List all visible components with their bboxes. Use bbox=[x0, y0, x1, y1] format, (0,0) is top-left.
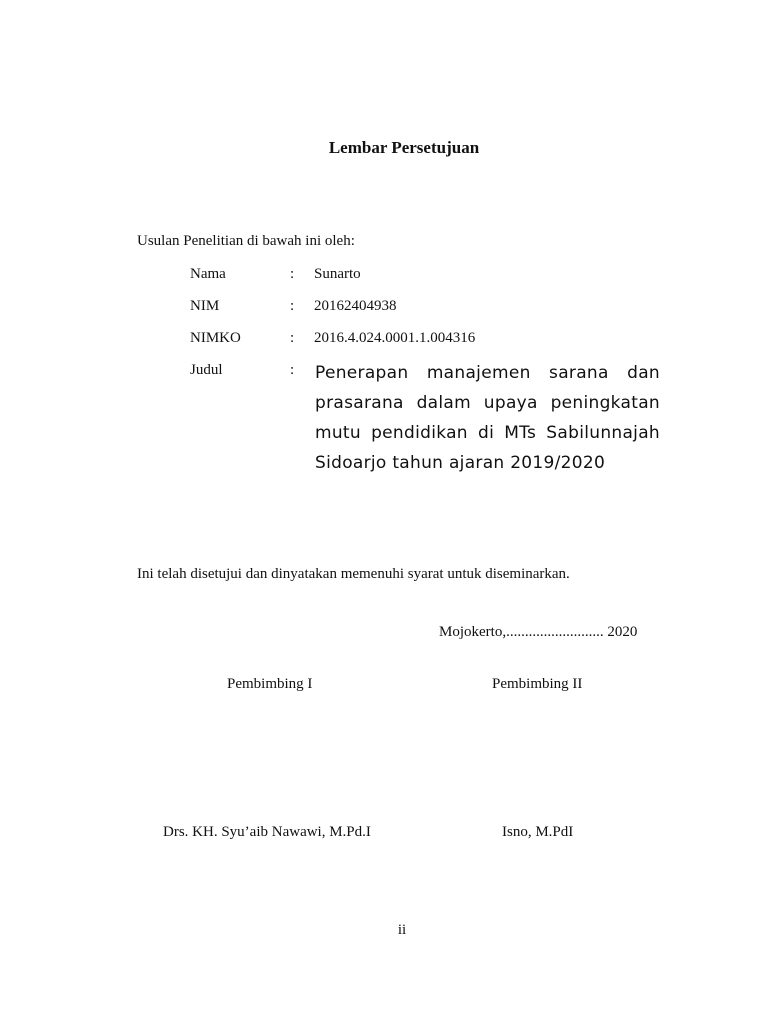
field-value-nimko: 2016.4.024.0001.1.004316 bbox=[314, 330, 476, 346]
field-colon: : bbox=[290, 330, 295, 346]
field-label-judul: Judul bbox=[190, 362, 223, 378]
page-title: Lembar Persetujuan bbox=[328, 138, 480, 157]
field-colon: : bbox=[290, 298, 295, 314]
field-label-nimko: NIMKO bbox=[190, 330, 241, 346]
field-value-nim: 20162404938 bbox=[314, 298, 397, 314]
field-colon: : bbox=[290, 266, 295, 282]
signer-role-1: Pembimbing I bbox=[227, 676, 313, 692]
field-row-nama bbox=[190, 266, 670, 286]
page-number: ii bbox=[397, 922, 407, 938]
intro-text: Usulan Penelitian di bawah ini oleh: bbox=[137, 233, 355, 249]
field-label-nim: NIM bbox=[190, 298, 220, 314]
field-row-nimko bbox=[190, 330, 670, 350]
signer-name-1: Drs. KH. Syu’aib Nawawi, M.Pd.I bbox=[163, 824, 371, 840]
field-label-nama: Nama bbox=[190, 266, 226, 282]
approval-statement: Ini telah disetujui dan dinyatakan memenuhi syarat untuk diseminarkan. bbox=[137, 566, 570, 582]
signer-role-2: Pembimbing II bbox=[492, 676, 583, 692]
field-value-nama: Sunarto bbox=[314, 266, 361, 282]
field-value-judul: Penerapan manajemen sarana dan prasarana dalam upaya peningkatan mutu pendidikan di MTs Sabilunnajah Sidoarjo tahun ajaran 2019/2020 bbox=[315, 363, 660, 473]
signer-name-2: Isno, M.PdI bbox=[502, 824, 574, 840]
place-date: Mojokerto,.......................... 2020 bbox=[439, 624, 638, 640]
field-colon: : bbox=[290, 362, 295, 378]
field-row-nim bbox=[190, 298, 670, 318]
